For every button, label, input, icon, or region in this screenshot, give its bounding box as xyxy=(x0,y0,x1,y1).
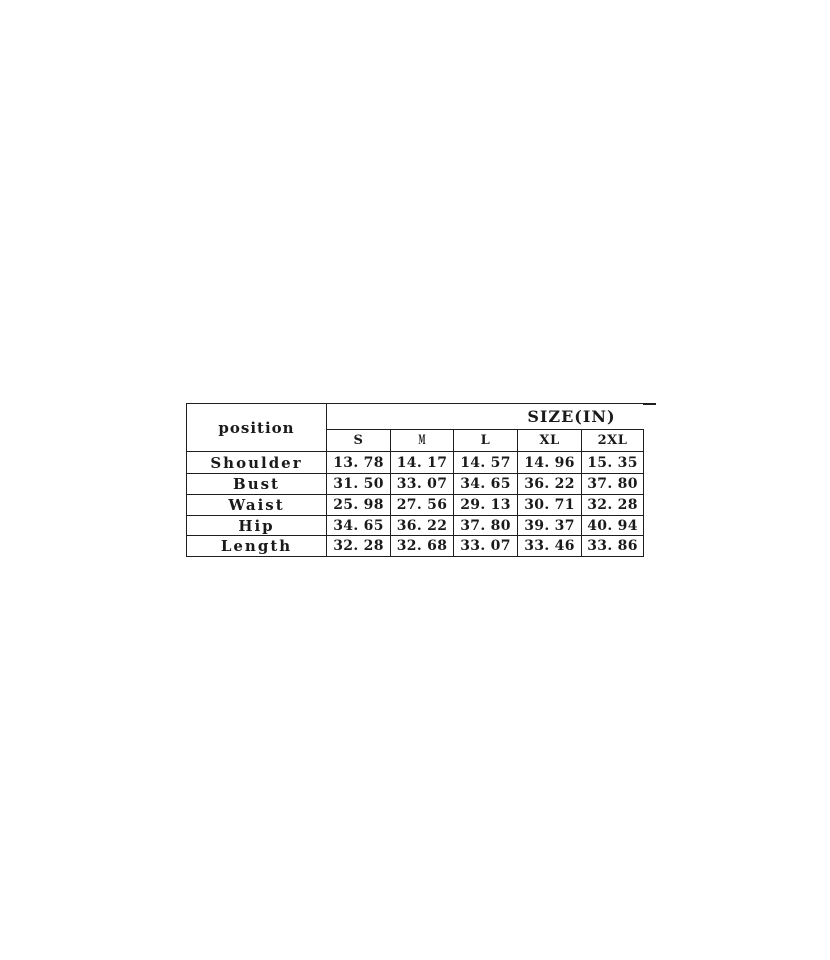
measurement-cell: 15. 35 xyxy=(582,452,644,474)
measurement-cell: 34. 65 xyxy=(454,474,518,495)
measurement-cell: 14. 57 xyxy=(454,452,518,474)
measurement-cell: 33. 46 xyxy=(518,536,582,557)
measurement-cell: 25. 98 xyxy=(327,495,391,516)
size-col-header-xl: XL xyxy=(518,430,582,452)
table-row-length xyxy=(187,536,644,557)
size-chart-table xyxy=(186,403,644,557)
measurement-cell: 29. 13 xyxy=(454,495,518,516)
measurement-cell: 31. 50 xyxy=(327,474,391,495)
measurement-cell: 33. 07 xyxy=(391,474,454,495)
measurement-cell: 37. 80 xyxy=(454,516,518,536)
corner-cell-position: position xyxy=(187,404,327,452)
measurement-cell: 30. 71 xyxy=(518,495,582,516)
size-col-header-m xyxy=(391,430,454,452)
row-label-length: Length xyxy=(187,536,327,557)
size-chart-container xyxy=(186,403,644,557)
measurement-cell: 36. 22 xyxy=(391,516,454,536)
table-row-bust xyxy=(187,474,644,495)
measurement-cell: 40. 94 xyxy=(582,516,644,536)
row-label-shoulder: Shoulder xyxy=(187,452,327,474)
row-label-hip: Hip xyxy=(187,516,327,536)
measurement-cell: 33. 86 xyxy=(582,536,644,557)
table-row-waist xyxy=(187,495,644,516)
table-row-hip xyxy=(187,516,644,536)
size-col-header-2xl: 2XL xyxy=(582,430,644,452)
measurement-cell: 14. 96 xyxy=(518,452,582,474)
header-row-size-unit xyxy=(187,404,644,430)
size-unit-header: SIZE(IN) xyxy=(327,404,644,430)
measurement-cell: 39. 37 xyxy=(518,516,582,536)
table-top-border-extension xyxy=(643,403,656,405)
measurement-cell: 37. 80 xyxy=(582,474,644,495)
table-row-shoulder xyxy=(187,452,644,474)
size-col-header-l: L xyxy=(454,430,518,452)
row-label-waist: Waist xyxy=(187,495,327,516)
measurement-cell: 14. 17 xyxy=(391,452,454,474)
size-col-header-m-glyph: M xyxy=(418,433,426,448)
measurement-cell: 32. 68 xyxy=(391,536,454,557)
size-col-header-s: S xyxy=(327,430,391,452)
measurement-cell: 32. 28 xyxy=(327,536,391,557)
measurement-cell: 34. 65 xyxy=(327,516,391,536)
measurement-cell: 33. 07 xyxy=(454,536,518,557)
row-label-bust: Bust xyxy=(187,474,327,495)
measurement-cell: 36. 22 xyxy=(518,474,582,495)
measurement-cell: 13. 78 xyxy=(327,452,391,474)
measurement-cell: 27. 56 xyxy=(391,495,454,516)
measurement-cell: 32. 28 xyxy=(582,495,644,516)
